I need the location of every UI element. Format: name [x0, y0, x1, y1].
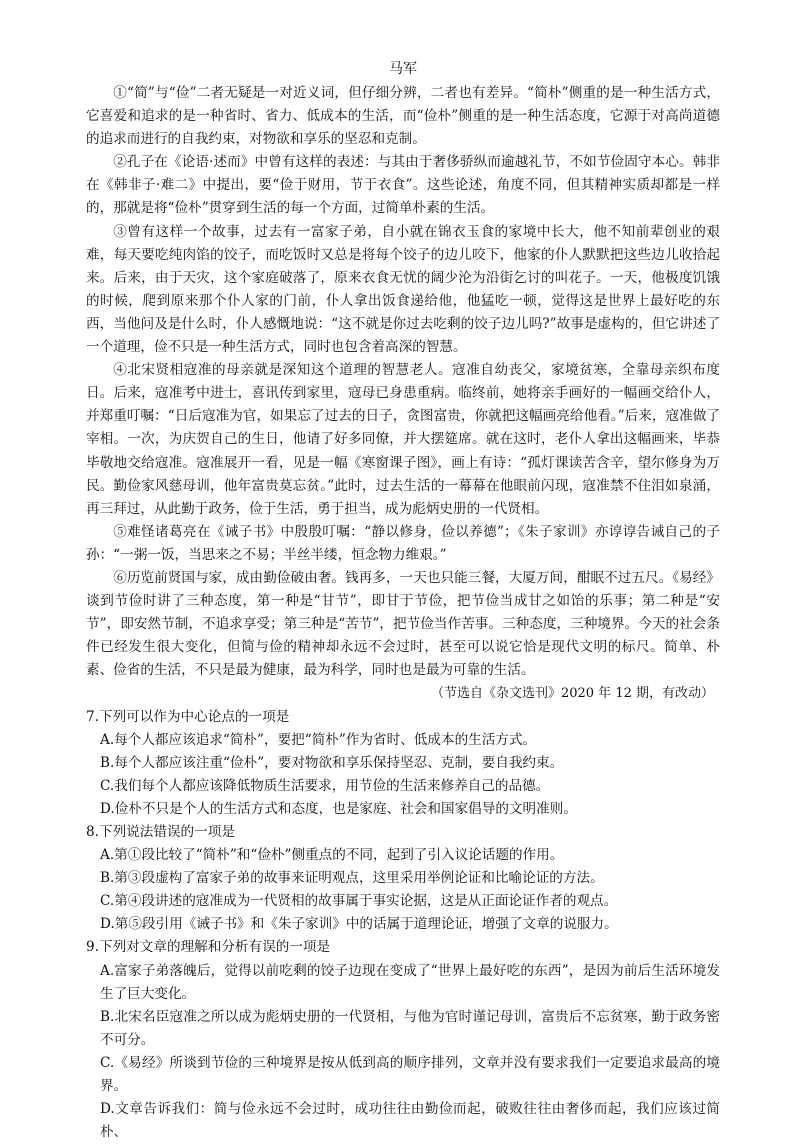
paragraph-6: ⑥历览前贤国与家，成由勤俭破由奢。钱再多，一天也只能三餐，大厦万间，酣眠不过五尺。《易经》谈到节俭时讲了三种态度，第一种是“甘节”，即甘于节俭，把节俭当成甘之如饴的乐事；第二种是“安节”，即安然节制，不追求享受；第三种是“苦节”，把节俭当作苦事。三种态度，三种境界。今天的社会条件已经发生很大变化，但简与俭的精神却永远不会过时，甚至可以说它恰是现代文明的标尺。简单、朴素、俭省的生活，不只是最为健康，最为科学，同时也是最为可靠的生活。: [86, 569, 720, 679]
option-b: B.第③段虚构了富家子弟的故事来证明观点，这里采用举例论证和比喻论证的方法。: [100, 870, 604, 887]
option-a: A.富家子弟落魄后，觉得以前吃剩的饺子边现在变成了“世界上最好吃的东西”，是因为前后生活环境发生了巨大变化。: [100, 962, 720, 1002]
paragraph-2: ②孔子在《论语·述而》中曾有这样的表述：与其由于奢侈骄纵而逾越礼节，不如节俭固守本心。韩非在《韩非子·难二》中提出，要“俭于财用，节于衣食”。这些论述，角度不同，但其精神实质却都是一样的，那就是将“俭朴”贯穿到生活的每一个方面，过简单朴素的生活。: [86, 154, 720, 217]
paragraph-4: ④北宋贤相寇准的母亲就是深知这个道理的智慧老人。寇准自幼丧父，家境贫寒，全靠母亲织布度日。后来，寇准考中进士，喜讯传到家里，寇母已身患重病。临终前，她将亲手画好的一幅画交给仆人，并郑重叮嘱：“日后寇准为官，如果忘了过去的日子，贪图富贵，你就把这幅画亮给他看。”后来，寇准做了宰相。一次，为庆贺自己的生日，他请了好多同僚，并大摆筵席。就在这时，老仆人拿出这幅画来，毕恭毕敬地交给寇准。寇准展开一看，见是一幅《寒窗课子图》，画上有诗：“孤灯课读苦含辛，望尔修身为万民。勤俭家风慈母训，他年富贵莫忘贫。”此时，过去生活的一幕幕在他眼前闪现，寇准禁不住泪如泉涌，再三拜过，从此勤于政务，俭于生活，勇于担当，成为彪炳史册的一代贤相。: [86, 362, 720, 517]
document-page: [86, 58, 720, 1144]
option-b: B.每个人都应该注重“俭朴”，要对物欲和享乐保持坚忍、克制，要自我约束。: [100, 754, 564, 771]
question-9: [86, 936, 720, 1144]
question-7: [86, 706, 720, 821]
option-c: C.我们每个人都应该降低物质生活要求，用节俭的生活来修养自己的品德。: [100, 777, 550, 794]
paragraph-1: ①“简”与“俭”二者无疑是一对近义词，但仔细分辨，二者也有差异。“简朴”侧重的是一种生活方式，它喜爱和追求的是一种省时、省力、低成本的生活，而“俭朴”侧重的是一种生活态度，它源于对高尚道德的追求而进行的自我约束，对物欲和享乐的坚忍和克制。: [86, 85, 720, 148]
article-body: [86, 82, 720, 706]
article-source: （节选自《杂文选刊》2020 年 12 期，有改动）: [430, 686, 714, 702]
question-stem: 7.下列可以作为中心论点的一项是: [86, 708, 290, 725]
paragraph-5: ⑤难怪诸葛亮在《诫子书》中殷殷叮嘱：“静以修身，俭以养德”；《朱子家训》亦谆谆告诫自己的子孙：“一粥一饭，当思来之不易；半丝半缕，恒念物力维艰。”: [86, 523, 720, 563]
question-stem: 9.下列对文章的理解和分析有误的一项是: [86, 939, 331, 956]
question-stem: 8.下列说法错误的一项是: [86, 824, 235, 840]
article-author: 马军: [389, 61, 417, 77]
paragraph-3: ③曾有这样一个故事，过去有一富家子弟，自小就在锦衣玉食的家境中长大，他不知前辈创业的艰难，每天要吃纯肉馅的饺子，而吃饭时又总是将每个饺子的边儿咬下，他家的仆人默默把这些边儿收拾起来。后来，由于天灾，这个家庭破落了，原来衣食无忧的阔少沦为沿街乞讨的叫花子。一天，他极度饥饿的时候，爬到原来那个仆人家的门前，仆人拿出饭食递给他，他猛吃一顿，觉得这是世界上最好吃的东西，当他问及是什么时，仆人感慨地说：“这不就是你过去吃剩的饺子边儿吗?”故事是虚构的，但它讲述了一个道理，俭不只是一种生活方式，同时也包含着高深的智慧。: [86, 223, 720, 356]
option-a: A.每个人都应该追求“简朴”，要把“简朴”作为省时、低成本的生活方式。: [100, 731, 537, 748]
option-a: A.第①段比较了“简朴”和“俭朴”侧重点的不同，起到了引入议论话题的作用。: [100, 847, 564, 864]
option-c: C.第④段讲述的寇准成为一代贤相的故事属于事实论据，这是从正面论证作者的观点。: [100, 893, 618, 910]
question-8: [86, 821, 720, 936]
option-d: D.俭朴不只是个人的生活方式和态度，也是家庭、社会和国家倡导的文明准则。: [100, 800, 577, 817]
option-d: D.文章告诉我们：简与俭永远不会过时，成功往往由勤俭而起，破败往往由奢侈而起，我们应该过简朴、: [100, 1101, 720, 1141]
option-b: B.北宋名臣寇准之所以成为彪炳史册的一代贤相，与他为官时谨记母训，富贵后不忘贫寒，勤于政务密不可分。: [100, 1008, 720, 1048]
option-c: C.《易经》所谈到节俭的三种境界是按从低到高的顺序排列，文章并没有要求我们一定要追求最高的境界。: [100, 1054, 720, 1095]
option-d: D.第⑤段引用《诫子书》和《朱子家训》中的话属于道理论证，增强了文章的说服力。: [100, 916, 618, 933]
